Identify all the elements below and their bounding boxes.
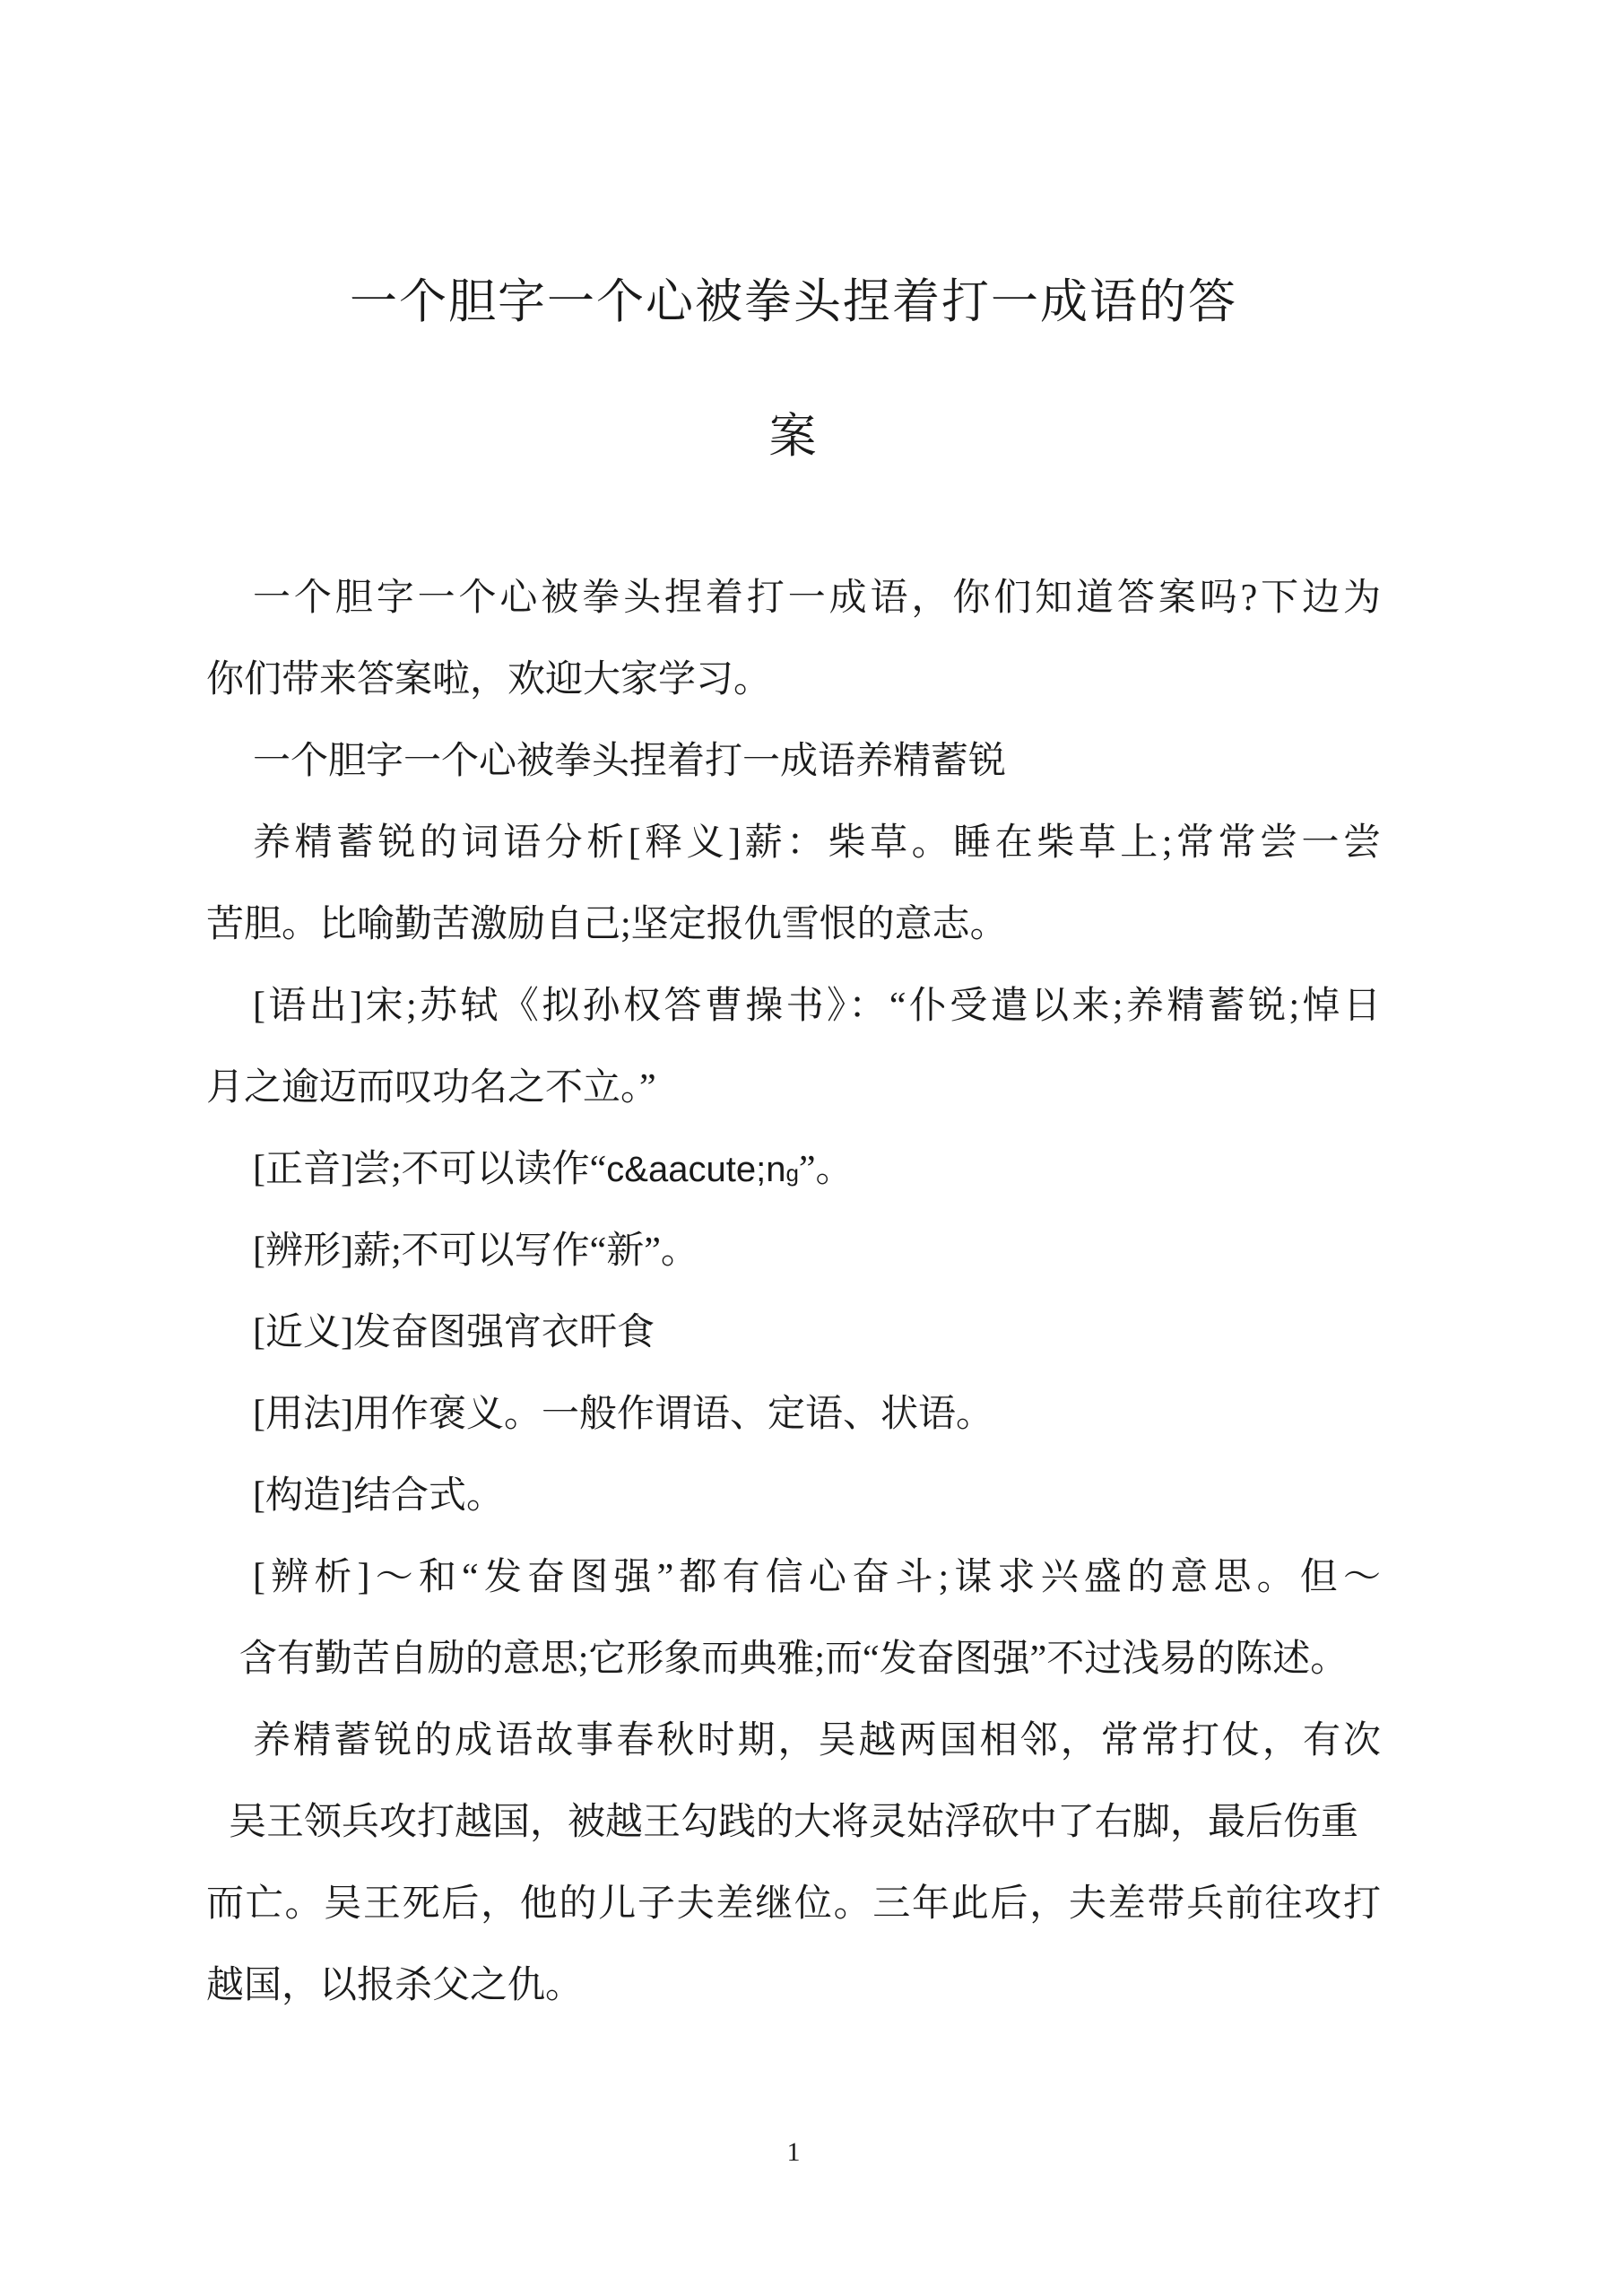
text-line: 养精蓄锐的词语分析[释义]薪：柴草。睡在柴草上;常常尝一尝 xyxy=(253,822,1381,864)
paragraph-yuchu xyxy=(206,966,1381,1129)
text-line: 养精蓄锐的成语故事春秋时期，吴越两国相邻，常常打仗，有次 xyxy=(253,1720,1381,1761)
text-line: [用法]用作褒义。一般作谓语、定语、状语。 xyxy=(253,1394,993,1435)
paragraph-answer xyxy=(206,721,1381,803)
paragraph-shiyi xyxy=(206,803,1381,966)
paragraph-bianxing xyxy=(206,1211,1381,1292)
paragraph-jinyi xyxy=(206,1292,1381,1374)
text-line: [近义]发奋图强宵衣旰食 xyxy=(253,1312,655,1353)
text-line: 吴王领兵攻打越国，被越王勾践的大将灵姑浮砍中了右脚，最后伤重 xyxy=(228,1802,1358,1843)
paragraph-bianxi xyxy=(206,1537,1381,1700)
text-line: [语出]宋;苏轼《拟孙权答曹操书》：“仆受遣以来;养精蓄锐;悼日 xyxy=(253,986,1381,1027)
text-line: 而亡。吴王死后，他的儿子夫差继位。三年此后，夫差带兵前往攻打 xyxy=(206,1883,1381,1925)
title-line-2: 案 xyxy=(768,411,819,463)
title-line-1: 一个胆字一个心被拳头捏着打一成语的答 xyxy=(350,276,1237,328)
text-line: [辨形]薪;不可以写作“新”。 xyxy=(253,1231,698,1272)
paragraph-zhengyin xyxy=(206,1129,1381,1211)
pinyin-entity-small-g: g xyxy=(785,1160,799,1187)
paragraph-yongfa xyxy=(206,1374,1381,1456)
page-title xyxy=(206,235,1381,504)
text-segment: ”。 xyxy=(798,1149,854,1190)
text-line: 一个胆字一个心被拳头捏着打一成语，你们知道答案吗?下边为 xyxy=(253,578,1381,619)
pinyin-entity-text: c&aacute;n xyxy=(606,1150,786,1189)
text-line: 越国，以报杀父之仇。 xyxy=(206,1965,584,2006)
text-line: 月之逾迈而叹功名之不立。” xyxy=(206,1067,656,1109)
document-body xyxy=(206,558,1381,2027)
text-line: [辨析]～和“发奋图强”都有信心奋斗;谋求兴盛的意思。但～ xyxy=(253,1557,1381,1598)
text-line: 你们带来答案啦，欢迎大家学习。 xyxy=(206,659,772,700)
text-line: 一个胆字一个心被拳头捏着打一成语养精蓄锐 xyxy=(253,741,1007,782)
text-line: 苦胆。比喻勤苦激励自己;坚定报仇雪恨的意志。 xyxy=(206,904,1008,945)
page-number: 1 xyxy=(786,2137,801,2167)
paragraph-gouzao xyxy=(206,1456,1381,1537)
paragraph-intro xyxy=(206,558,1381,721)
text-segment: [正音]尝;不可以读作“ xyxy=(253,1149,607,1190)
text-line xyxy=(206,1129,1381,1211)
text-line: 含有勤苦自励的意思;它形象而典雅;而“发奋图强”不过浅易的陈述。 xyxy=(239,1639,1349,1680)
text-line: [构造]结合式。 xyxy=(253,1475,504,1517)
paragraph-story xyxy=(206,1700,1381,2027)
